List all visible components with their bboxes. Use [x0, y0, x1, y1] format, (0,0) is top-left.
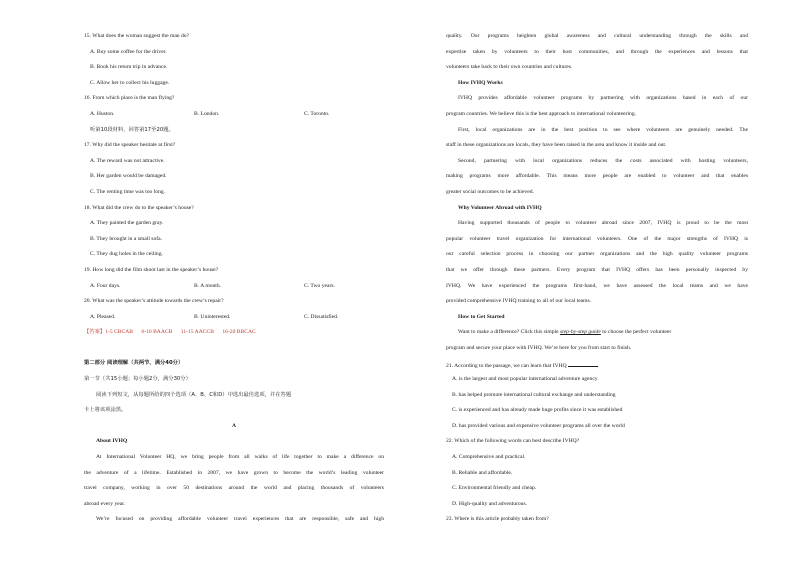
why-line2: popular volunteer travel organization for international volunteers. One of the major strengths of IVHQ is [446, 235, 748, 242]
how-p1-line2: program countries. We believe this is the best approach to international volunteering. [446, 110, 637, 117]
about-p1-line2: the adventure of a lifetime. Established in 2007, we have grown to become the world’s leading volunteer [84, 469, 384, 476]
how-p1-line1: IVHQ provides affordable volunteer programs by partnering with organizations based in each of our [458, 95, 748, 102]
q15-option-a: A. Buy some coffee for the driver. [90, 48, 167, 55]
how-p2-line1: First, local organizations are in the best position to see where volunteers are genuinely needed. The [458, 126, 748, 133]
q17-stem: 17. Why did the speaker hesitate at first? [84, 142, 176, 149]
q18-option-a: A. They painted the garden gray. [90, 220, 164, 227]
how-p3-line3: greater social outcomes to be achieved. [446, 188, 534, 195]
q16-options [84, 112, 384, 128]
q20-option-b: B. Uninterested. [194, 313, 231, 320]
about-p1-line4: abroad every year. [84, 500, 126, 507]
q16-stem: 16. From which place is the man flying? [84, 95, 175, 102]
cont-line3: volunteers take back to their own countries and cultures. [446, 64, 573, 71]
about-p1-line1: At International Volunteer HQ, we bring people from all walks of life together to make a difference on [96, 454, 384, 461]
start-line1-post: to choose the perfect volunteer [600, 329, 672, 336]
start-title: How to Get Started [458, 313, 505, 320]
passage-title: About IVHQ [96, 438, 128, 445]
how-p3-line1: Second, partnering with local organizations reduces the costs associated with hosting volunteers, [458, 157, 748, 164]
q17-option-a: A. The reward was not attractive. [90, 157, 165, 164]
q18-option-c: C. They dug holes in the ceiling. [90, 251, 163, 258]
how-p2-line2: staff in these organizations are locals, they have been raised in the area and know it inside and out. [446, 142, 667, 149]
cont-line2: expertise taken by volunteers to their host communities, and through the experiences and lessons that [446, 48, 748, 55]
about-p2-line1: We’re focused on providing affordable volunteer travel experiences that are responsible, safe and high [96, 516, 384, 523]
answer-key [84, 330, 384, 346]
about-p1-line3: travel company, working in over 50 destinations around the world and placing thousands of volunteers [84, 485, 384, 492]
passage-letter: A [231, 422, 237, 429]
q15-stem: 15. What does the woman suggest the man do? [84, 33, 190, 39]
why-line1: Having supported thousands of people to volunteer abroad since 2007, IVHQ is proud to be the most [458, 220, 748, 227]
instruction-line-1: 阅读下列短文，从每题所给的四个选项（A、B、C和D）中选出最佳选项，并在答题 [96, 391, 292, 398]
q18-stem: 18. What did the crew do to the speaker’s house? [84, 204, 194, 211]
start-line2: program and secure your place with IVHQ. We’re here for you from start to finish. [446, 344, 632, 351]
why-title: Why Volunteer Abroad with IVHQ [458, 204, 542, 211]
q20-option-a: A. Pleased. [90, 313, 116, 320]
q19-stem: 19. How long did the film shoot last in the speaker’s house? [84, 266, 219, 273]
q20-stem: 20. What was the speaker’s attitude towards the crew’s repair? [84, 298, 224, 305]
q15-option-b: B. Book his return trip in advance. [90, 64, 168, 71]
q23-stem: 23. Where is this article probably taken from? [446, 516, 549, 523]
left-column [84, 34, 384, 533]
q19-option-b: B. A month. [194, 282, 222, 289]
q22-option-b: B. Reliable and affordable. [452, 469, 513, 476]
q21-option-c: C. is experienced and has already made huge profits since it was established [452, 407, 623, 414]
q19-option-a: A. Four days. [90, 282, 121, 289]
q22-option-c: C. Environmental friendly and cheap. [452, 485, 537, 492]
q17-option-b: B. Her garden would be damaged. [90, 173, 167, 180]
step-by-step-guide-link[interactable]: step-by-step guide [559, 329, 601, 336]
q22-option-a: A. Comprehensive and practical. [452, 454, 526, 461]
q16-option-c: C. Toronto. [304, 110, 330, 117]
why-line3: our careful selection process in choosing our partner organizations and the high quality volunteer programs [446, 251, 748, 258]
q17-option-c: C. The renting time was too long. [90, 188, 166, 195]
why-line6: provided comprehensive IVHQ training to all of our local teams. [446, 298, 592, 305]
answer-text: 1-5 CBCAB 6-10 BAACB 11-15 AACCB 16-20 BBCAC [105, 329, 256, 336]
q21-stem-row [446, 361, 748, 377]
answer-label: 【答案】 [84, 329, 106, 336]
part2-header: 第二部分 阅读理解（共两节，满分40分） [84, 360, 184, 367]
q19-option-c: C. Two years. [304, 282, 335, 289]
q21-answer-blank [568, 361, 598, 367]
why-line4: that we offer through these partners. Every program that IVHQ offers has been personally inspected by [446, 266, 748, 273]
q20-option-c: C. Dissatisfied. [304, 313, 339, 320]
start-line1 [446, 330, 748, 346]
q22-option-d: D. High-quality and adventurous. [452, 500, 528, 507]
q16-option-a: A. Huston. [90, 110, 115, 117]
material-10-note: 听第10段材料，回答第17至20题。 [90, 126, 174, 133]
q19-options [84, 284, 384, 300]
q18-option-b: B. They brought in a small sofa. [90, 235, 162, 242]
instruction-line-2: 卡上将该项涂黑。 [84, 407, 127, 414]
cont-line1: quality. Our programs heighten global awareness and cultural understanding through the skills and [446, 33, 748, 39]
q15-option-c: C. Allow her to collect his luggage. [90, 79, 170, 86]
q20-options [84, 315, 384, 331]
right-column [446, 34, 748, 533]
q21-stem: 21. According to the passage, we can learn that IVHQ [446, 363, 567, 370]
q22-stem: 22. Which of the following words can best describe IVHQ? [446, 438, 580, 445]
how-p3-line2: making programs more affordable. This means more people are enabled to volunteer and that enables [446, 173, 748, 180]
q21-option-d: D. has provided various and expensive volunteer programs all over the world [452, 422, 625, 429]
section1-header: 第一节（共15小题；每小题2分，满分30分） [84, 376, 191, 383]
start-line1-pre: Want to make a difference? Click this simple [458, 329, 560, 336]
q21-option-b: B. has helped promote international cultural exchange and understanding [452, 391, 616, 398]
q21-option-a: A. is the largest and most popular international adventure agency [452, 376, 598, 383]
how-works-title: How IVHQ Works [458, 79, 503, 86]
q16-option-b: B. London. [194, 110, 220, 117]
why-line5: IVHQ. We have experienced the programs first-hand, we have assessed the local teams and we have [446, 282, 748, 289]
